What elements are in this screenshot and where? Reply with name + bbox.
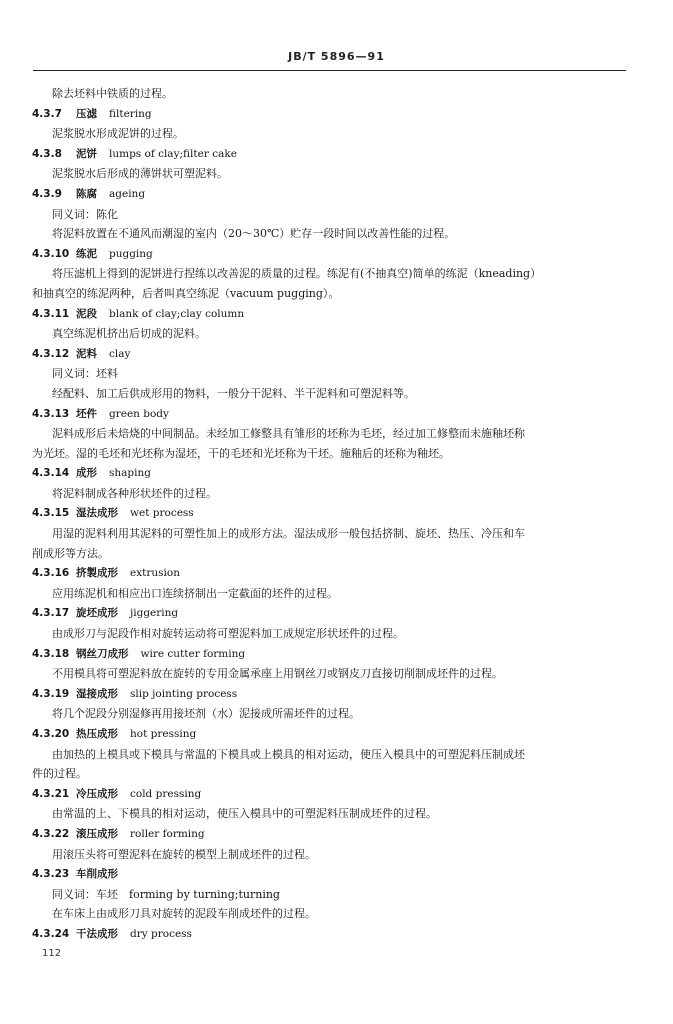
term-heading [32, 784, 632, 805]
term-english: wire cutter forming [140, 647, 246, 660]
clause-number: 4.3.14 [32, 467, 70, 480]
term-english: green body [109, 407, 169, 420]
clause-number: 4.3.9 [32, 187, 62, 200]
definition-text: 泥浆脱水形成泥饼的过程。 [52, 127, 184, 141]
term-heading [32, 644, 632, 665]
term-heading [32, 603, 632, 624]
term-chinese: 泥饼 [76, 147, 97, 160]
clause-number: 4.3.11 [32, 307, 70, 320]
clause-number: 4.3.18 [32, 647, 70, 660]
term-heading [32, 463, 632, 484]
term-heading [32, 563, 632, 584]
term-heading [32, 684, 632, 705]
definition-text: 将泥料放置在不通风而潮湿的室内（20～30℃）贮存一段时间以改善性能的过程。 [52, 227, 456, 241]
definition-text: 将几个泥段分别湿修再用接坯剂（水）泥接成所需坯件的过程。 [52, 707, 360, 721]
term-chinese: 冷压成形 [76, 787, 118, 800]
page-header: JB/T 5896—91 [288, 50, 385, 63]
definition-continuation: 和抽真空的练泥两种，后者叫真空练泥（vacuum pugging）。 [32, 286, 340, 300]
definition-text: 经配料、加工后供成形用的物料，一般分干泥料、半干泥料和可塑泥料等。 [52, 386, 415, 400]
term-english: cold pressing [130, 787, 202, 800]
definition-text: 应用练泥机和相应出口连续挤制出一定截面的坯件的过程。 [52, 586, 338, 600]
term-heading [32, 104, 632, 125]
term-chinese: 滚压成形 [76, 827, 118, 840]
term-english: wet process [130, 507, 194, 520]
term-chinese: 热压成形 [76, 728, 118, 740]
term-english: filtering [109, 107, 152, 120]
term-english: roller forming [130, 827, 205, 840]
definition-text: 除去坯料中铁质的过程。 [52, 87, 173, 100]
term-heading [32, 864, 632, 885]
term-english: dry process [130, 927, 192, 940]
clause-number: 4.3.10 [32, 247, 70, 260]
term-english: shaping [109, 467, 151, 480]
term-english: jiggering [130, 607, 179, 620]
definition-text: 泥浆脱水后形成的薄饼状可塑泥料。 [52, 167, 228, 181]
clause-number: 4.3.8 [32, 147, 62, 160]
clause-number: 4.3.15 [32, 507, 70, 520]
term-heading [32, 144, 632, 165]
term-heading [32, 724, 632, 745]
term-chinese: 泥料 [76, 347, 97, 360]
definition-text: 由加热的上模具或下模具与常温的下模具或上模具的相对运动，使压入模具中的可塑泥料压制成坯 [52, 747, 525, 761]
term-chinese: 湿法成形 [76, 507, 118, 520]
clause-number: 4.3.20 [32, 728, 70, 740]
term-chinese: 挤製成形 [76, 567, 118, 580]
clause-number: 4.3.17 [32, 607, 70, 620]
term-chinese: 泥段 [76, 307, 97, 320]
term-chinese: 坯件 [76, 407, 97, 420]
header-rule [33, 70, 626, 71]
term-english: blank of clay;clay column [109, 307, 245, 320]
clause-number: 4.3.19 [32, 687, 70, 700]
term-chinese: 车削成形 [76, 868, 118, 881]
clause-number: 4.3.24 [32, 927, 70, 940]
term-heading [32, 404, 632, 425]
definition-continuation: 为光坯。湿的毛坯和光坯称为湿坯，干的毛坯和光坯称为干坯。施釉后的坯称为釉坯。 [32, 446, 450, 460]
clause-number: 4.3.21 [32, 787, 70, 800]
term-heading [32, 824, 632, 845]
document-body [32, 84, 632, 945]
clause-number: 4.3.13 [32, 407, 70, 420]
term-chinese: 钢丝刀成形 [76, 647, 129, 660]
term-english: extrusion [130, 567, 180, 580]
term-heading [32, 244, 632, 265]
definition-continuation: 件的过程。 [32, 767, 87, 781]
term-heading [32, 304, 632, 325]
definition-text: 用湿的泥料利用其泥料的可塑性加上的成形方法。湿法成形一般包括挤制、旋坯、热压、冷压和车 [52, 527, 525, 541]
term-chinese: 成形 [76, 467, 97, 480]
term-chinese: 干法成形 [76, 927, 118, 940]
definition-text: 同义词：陈化 [52, 207, 118, 221]
definition-text: 将泥料制成各种形状坯件的过程。 [52, 486, 217, 500]
term-english: lumps of clay;filter cake [109, 147, 237, 160]
term-chinese: 湿接成形 [76, 687, 118, 700]
term-english: hot pressing [130, 728, 197, 740]
term-heading [32, 344, 632, 365]
definition-text: 不用模具将可塑泥料放在旋转的专用金属承座上用钢丝刀或钢皮刀直接切削制成坯件的过程。 [52, 667, 503, 681]
clause-number: 4.3.12 [32, 347, 70, 360]
definition-text: 用滚压头将可塑泥料在旋转的模型上制成坯件的过程。 [52, 847, 316, 861]
clause-number: 4.3.16 [32, 567, 70, 580]
term-chinese: 陈腐 [76, 187, 97, 200]
definition-text: 将压滤机上得到的泥饼进行捏练以改善泥的质量的过程。练泥有(不抽真空)简单的练泥（kneading） [52, 267, 542, 281]
definition-text: 泥料成形后未焙烧的中间制品。未经加工修整具有雏形的坯称为毛坯，经过加工修整而未施釉坯称 [52, 427, 525, 441]
term-heading [32, 924, 632, 945]
definition-text: 同义词：车坯 forming by turning;turning [52, 887, 280, 901]
term-english: clay [109, 347, 131, 360]
term-chinese: 压滤 [76, 107, 97, 120]
definition-text: 由常温的上、下模具的相对运动，使压入模具中的可塑泥料压制成坯件的过程。 [52, 807, 437, 821]
page-number: 112 [42, 948, 62, 959]
term-chinese: 练泥 [76, 247, 97, 260]
definition-continuation: 削成形等方法。 [32, 546, 109, 560]
term-chinese: 旋坯成形 [76, 607, 118, 620]
clause-number: 4.3.23 [32, 868, 70, 881]
definition-text: 在车床上由成形刀具对旋转的泥段车削成坯件的过程。 [52, 907, 316, 921]
clause-number: 4.3.7 [32, 107, 62, 120]
definition-text: 真空练泥机挤出后切成的泥料。 [52, 327, 206, 341]
term-english: pugging [109, 247, 153, 260]
definition-text: 同义词：坯料 [52, 367, 118, 381]
definition-text: 由成形刀与泥段作相对旋转运动将可塑泥料加工成规定形状坯件的过程。 [52, 627, 404, 641]
term-english: slip jointing process [130, 687, 238, 700]
term-heading [32, 184, 632, 205]
clause-number: 4.3.22 [32, 827, 70, 840]
term-heading [32, 503, 632, 524]
term-english: ageing [109, 187, 146, 200]
